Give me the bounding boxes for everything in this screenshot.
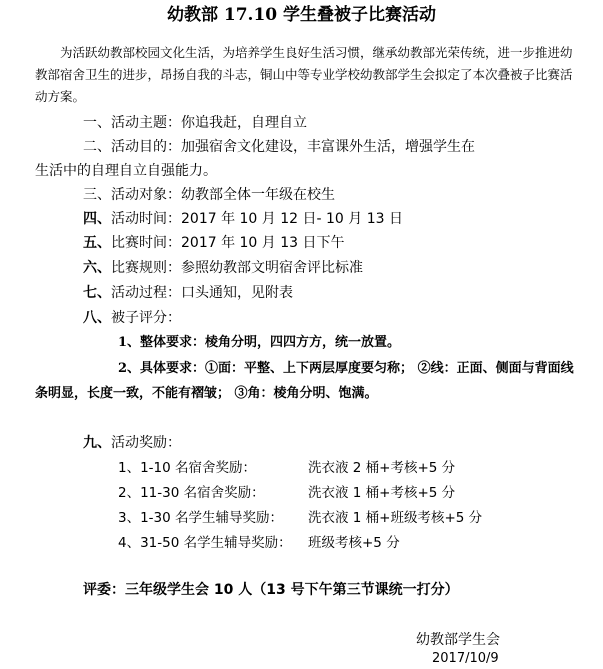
section-2-number: 二、 — [83, 139, 111, 155]
date: 2017/10/9 — [432, 651, 499, 666]
section-7 — [83, 281, 293, 305]
section-3 — [83, 183, 335, 207]
section-4-number: 四、 — [83, 211, 111, 227]
section-5-number: 五、 — [83, 235, 111, 251]
prize-label: 2、11-30 名宿舍奖励： — [118, 485, 265, 501]
section-3-text: 活动对象：幼教部全体一年级在校生 — [111, 187, 335, 203]
section-2 — [83, 135, 475, 159]
prize-label: 1、1-10 名宿舍奖励： — [118, 460, 257, 476]
section-4-text: 活动时间：2017 年 10 月 12 日- 10 月 13 日 — [111, 211, 403, 227]
prize-reward: 洗衣液 2 桶+考核+5 分 — [308, 460, 456, 476]
section-6 — [83, 256, 363, 280]
prize-reward: 洗衣液 1 桶+班级考核+5 分 — [308, 510, 483, 526]
section-9 — [83, 431, 181, 455]
judges-line: 评委：三年级学生会 10 人（13 号下午第三节课统一打分） — [83, 582, 459, 598]
prize-reward: 班级考核+5 分 — [308, 535, 400, 551]
document-title: 幼教部 17.10 学生叠被子比赛活动 — [166, 5, 437, 25]
prize-label: 3、1-30 名学生辅导奖励： — [118, 510, 284, 526]
signature: 幼教部学生会 — [416, 632, 500, 648]
requirement-2 — [35, 356, 580, 406]
intro-paragraph — [35, 42, 580, 108]
prize-row — [118, 456, 455, 480]
section-1-text: 活动主题：你追我赶，自理自立 — [111, 115, 307, 131]
section-9-text: 活动奖励： — [111, 435, 181, 451]
section-1 — [83, 111, 307, 135]
requirement-2-text: 2、具体要求：①面：平整、上下两层厚度要匀称； ②线：正面、侧面与背面线条明显，长度一致，不能有褶皱； ③角：棱角分明、饱满。 — [35, 361, 574, 401]
prize-reward: 洗衣液 1 桶+考核+5 分 — [308, 485, 456, 501]
section-6-text: 比赛规则：参照幼教部文明宿舍评比标准 — [111, 260, 363, 276]
section-6-number: 六、 — [83, 260, 111, 276]
section-2-continuation: 生活中的自理自立自强能力。 — [35, 163, 217, 179]
section-3-number: 三、 — [83, 187, 111, 203]
section-1-number: 一、 — [83, 115, 111, 131]
section-2-text: 活动目的：加强宿舍文化建设，丰富课外生活，增强学生在 — [111, 139, 475, 155]
section-4 — [83, 207, 403, 231]
section-5 — [83, 231, 345, 255]
prize-row — [118, 531, 400, 555]
section-7-text: 活动过程：口头通知，见附表 — [111, 285, 293, 301]
intro-text: 为活跃幼教部校园文化生活，为培养学生良好生活习惯，继承幼教部光荣传统，进一步推进幼教部宿舍卫生的进步，昂扬自我的斗志，铜山中等专业学校幼教部学生会拟定了本次叠被子比赛活动方案。 — [35, 45, 573, 104]
section-8-text: 被子评分： — [111, 310, 181, 326]
section-8-number: 八、 — [83, 310, 111, 326]
prize-row — [118, 506, 482, 530]
section-7-number: 七、 — [83, 285, 111, 301]
prize-row — [118, 481, 455, 505]
section-5-text: 比赛时间：2017 年 10 月 13 日下午 — [111, 235, 345, 251]
prize-label: 4、31-50 名学生辅导奖励： — [118, 535, 292, 551]
section-9-number: 九、 — [83, 435, 111, 451]
section-8 — [83, 306, 181, 330]
requirement-1: 1、整体要求：棱角分明，四四方方，统一放置。 — [118, 335, 401, 350]
